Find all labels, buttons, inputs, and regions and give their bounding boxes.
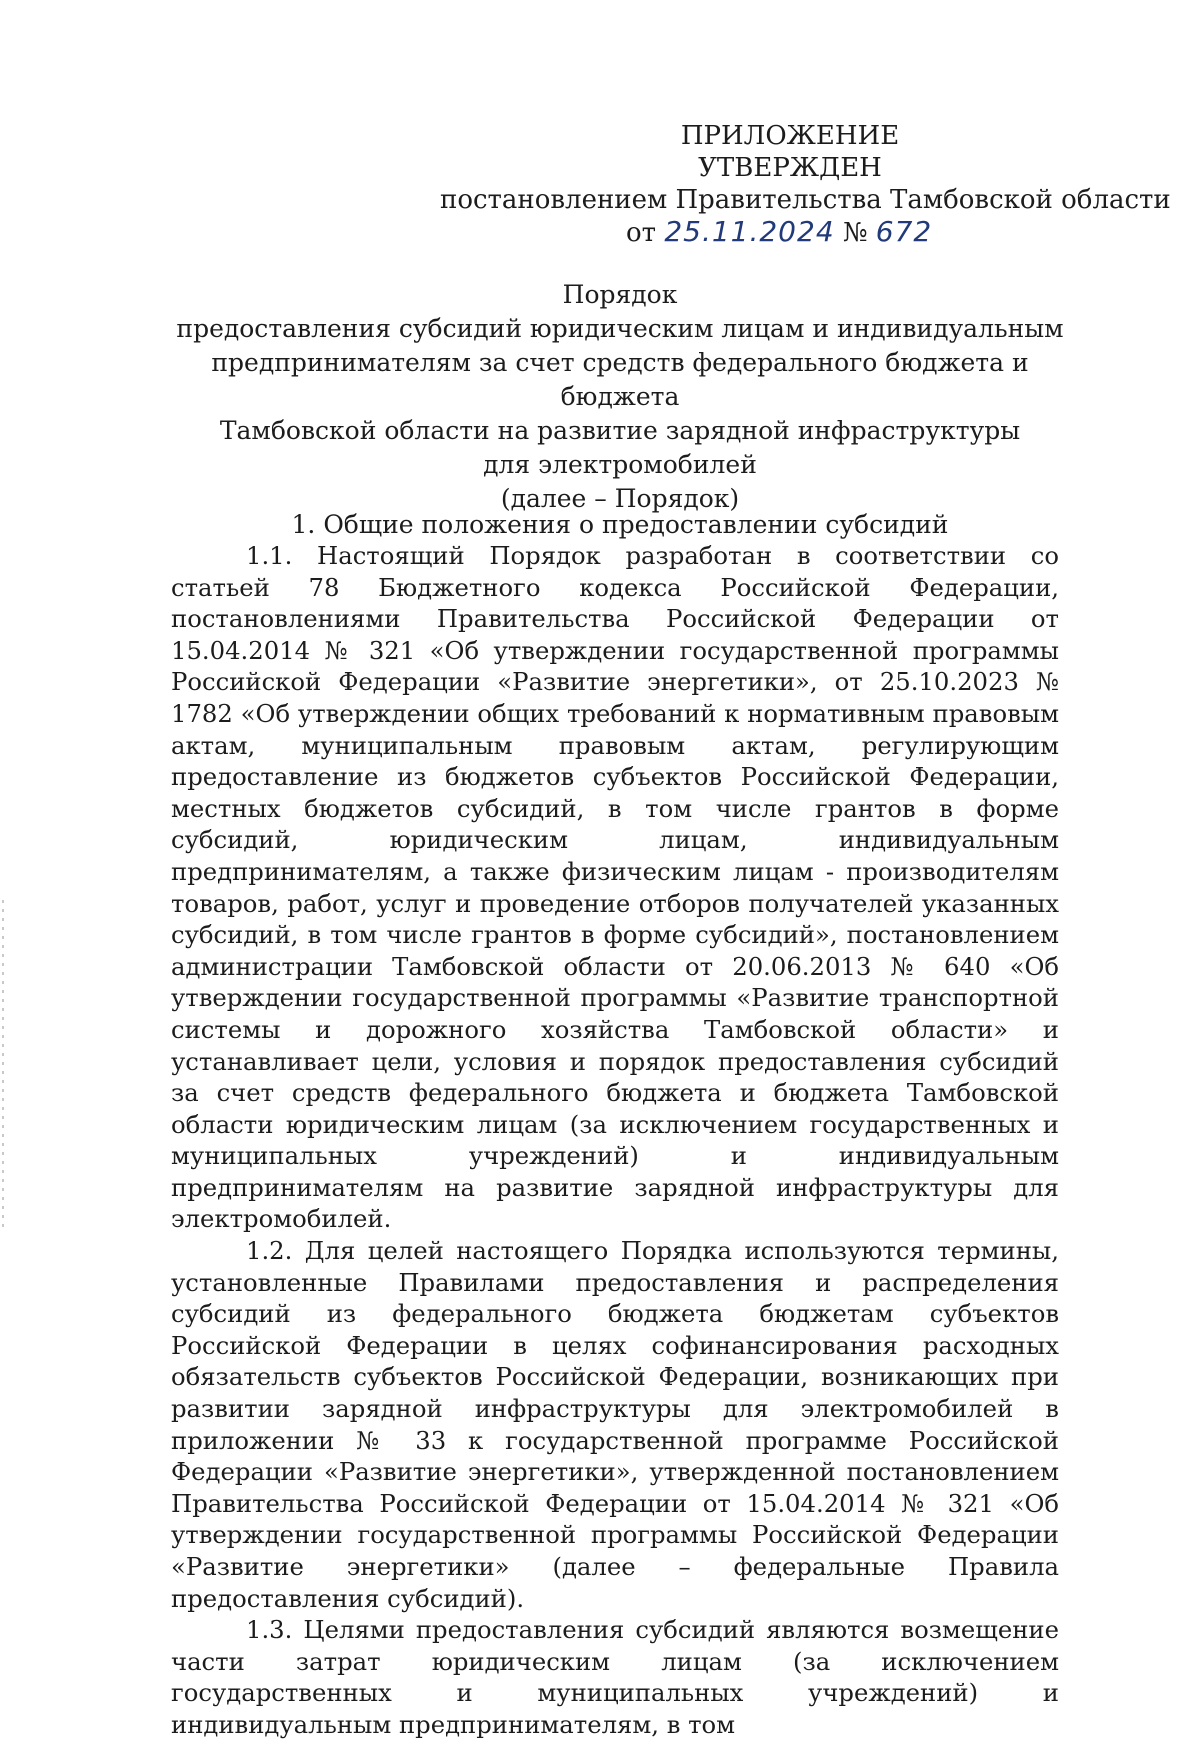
approved-label: УТВЕРЖДЕН [698,153,882,183]
title-line-3: предпринимателям за счет средств федерального бюджета и бюджета [211,348,1029,411]
title-line-5: для электромобилей [483,450,757,479]
title-line-2: предоставления субсидий юридическим лицам и индивидуальным [176,314,1064,343]
handwritten-number: 672 [875,215,933,248]
paragraph-1-2: 1.2. Для целей настоящего Порядка используются термины, установленные Правилами предоставления и распределения субсидий из федерального бюджета бюджетам субъектов Российской Федерации в целях софинансирования расходных обязательств субъектов Российской Федерации, возникающих при развитии зарядной инфраструктуры для электромобилей в приложении № 33 к государственной программе Российской Федерации «Развитие энергетики», утвержденной постановлением Правительства Российской Федерации от 15.04.2014 № 321 «Об утверждении государственной программы Российской Федерации «Развитие энергетики» (далее – федеральные Правила предоставления субсидий). [171,1236,1059,1613]
approval-block [440,120,1171,249]
resolution-reference: постановлением Правительства Тамбовской области [440,185,1171,215]
paragraph-1-1: 1.1. Настоящий Порядок разработан в соответствии со статьей 78 Бюджетного кодекса Российской Федерации, постановлениями Правительства Российской Федерации от 15.04.2014 № 321 «Об утверждении государственной программы Российской Федерации «Развитие энергетики», от 25.10.2023 № 1782 «Об утверждении общих требований к нормативным правовым актам, муниципальным правовым актам, регулирующим предоставление из бюджетов субъектов Российской Федерации, местных бюджетов субсидий, в том числе грантов в форме субсидий, юридическим лицам, индивидуальным предпринимателям, а также физическим лицам - производителям товаров, работ, услуг и проведение отборов получателей указанных субсидий, в том числе грантов в форме субсидий», постановлением администрации Тамбовской области от 20.06.2013 № 640 «Об утверждении государственной программы «Развитие транспортной системы и дорожного хозяйства Тамбовской области» и устанавливает цели, условия и порядок предоставления субсидий за счет средств федерального бюджета и бюджета Тамбовской области юридическим лицам (за исключением государственных и муниципальных учреждений) и индивидуальным предпринимателям на развитие зарядной инфраструктуры для электромобилей. [171,541,1059,1234]
section-heading: 1. Общие положения о предоставлении субсидий [291,510,949,539]
section-body [171,540,1059,1741]
number-label: № [842,218,868,248]
title-line-6: (далее – Порядок) [500,484,740,513]
title-line-4: Тамбовской области на развитие зарядной инфраструктуры [219,416,1021,445]
document-title [150,278,1090,516]
paragraph-1-3: 1.3. Целями предоставления субсидий являются возмещение части затрат юридическим лицам (за исключением государственных и муниципальных учреждений) и индивидуальным предпринимателям, в том [171,1615,1059,1739]
handwritten-date: 25.11.2024 [664,215,835,248]
resolution-date-number [440,216,1080,249]
from-label: от [626,218,657,248]
appendix-label: ПРИЛОЖЕНИЕ [680,121,900,151]
title-line-1: Порядок [562,280,678,309]
scan-edge-mark [2,900,4,1230]
